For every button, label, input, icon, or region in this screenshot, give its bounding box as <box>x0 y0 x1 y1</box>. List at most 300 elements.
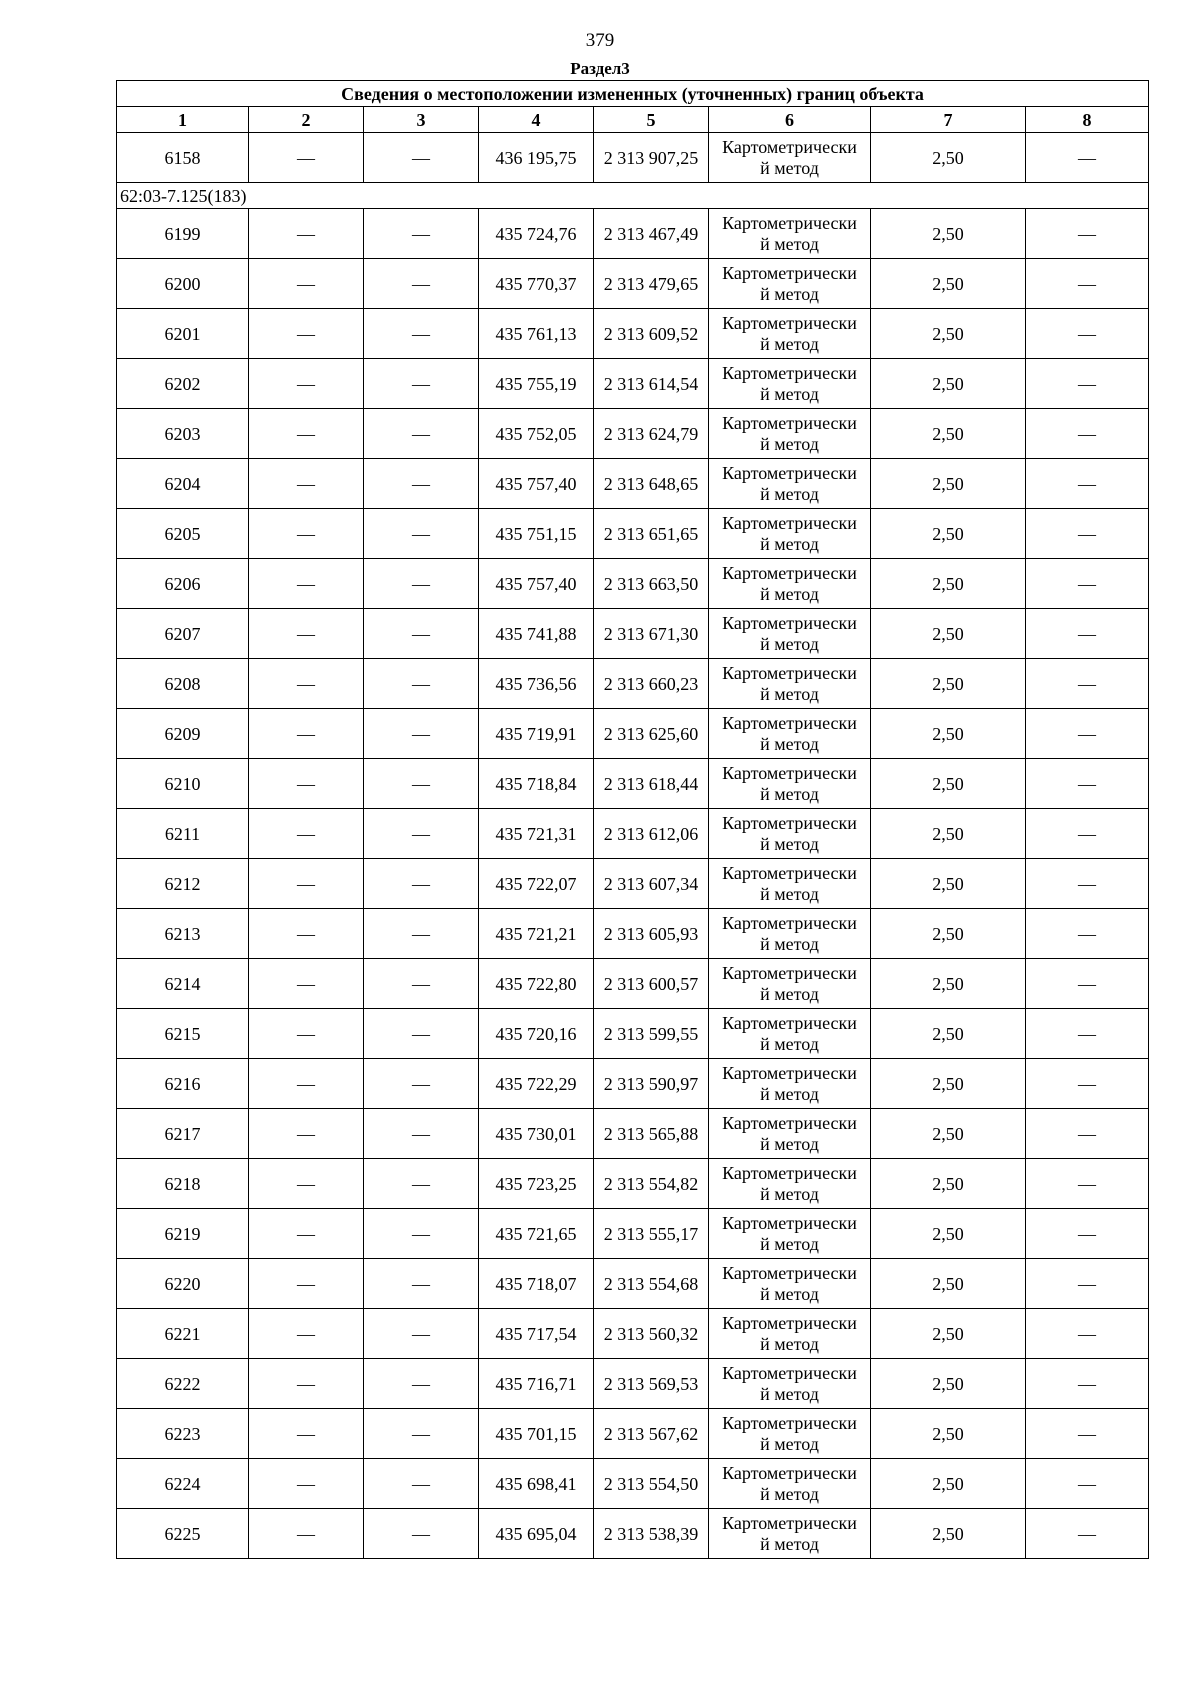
coordinate-y-cell: 2 313 648,65 <box>594 459 709 509</box>
point-id-cell: 6221 <box>117 1309 249 1359</box>
method-line: й метод <box>760 1033 819 1054</box>
table-row <box>117 659 1149 709</box>
accuracy-cell: 2,50 <box>871 1209 1026 1259</box>
coordinate-y-cell: 2 313 565,88 <box>594 1109 709 1159</box>
accuracy-cell: 2,50 <box>871 459 1026 509</box>
coordinate-x-cell: 435 719,91 <box>479 709 594 759</box>
empty-value-cell: — <box>1026 359 1149 409</box>
point-id-cell: 6220 <box>117 1259 249 1309</box>
method-line: Картометрически <box>722 1012 857 1033</box>
method-cell <box>709 459 871 509</box>
method-cell <box>709 759 871 809</box>
empty-value-cell: — <box>364 509 479 559</box>
method-cell <box>709 133 871 183</box>
boundary-coordinates-table <box>116 80 1149 1559</box>
column-header: 5 <box>594 107 709 133</box>
accuracy-cell: 2,50 <box>871 1109 1026 1159</box>
method-line: Картометрически <box>722 1312 857 1333</box>
accuracy-cell: 2,50 <box>871 1359 1026 1409</box>
method-line: Картометрически <box>722 712 857 733</box>
point-id-cell: 6212 <box>117 859 249 909</box>
coordinate-y-cell: 2 313 560,32 <box>594 1309 709 1359</box>
method-cell <box>709 709 871 759</box>
column-header: 6 <box>709 107 871 133</box>
method-cell <box>709 1259 871 1309</box>
coordinate-y-cell: 2 313 660,23 <box>594 659 709 709</box>
table-row <box>117 409 1149 459</box>
coordinate-y-cell: 2 313 554,68 <box>594 1259 709 1309</box>
coordinate-x-cell: 435 757,40 <box>479 459 594 509</box>
method-cell <box>709 1209 871 1259</box>
empty-value-cell: — <box>249 509 364 559</box>
empty-value-cell: — <box>364 309 479 359</box>
coordinate-x-cell: 436 195,75 <box>479 133 594 183</box>
coordinate-x-cell: 435 718,07 <box>479 1259 594 1309</box>
empty-value-cell: — <box>364 259 479 309</box>
empty-value-cell: — <box>364 1359 479 1409</box>
method-line: Картометрически <box>722 812 857 833</box>
method-line: Картометрически <box>722 462 857 483</box>
method-line: Картометрически <box>722 1512 857 1533</box>
method-line: й метод <box>760 683 819 704</box>
table-row <box>117 609 1149 659</box>
coordinate-x-cell: 435 721,21 <box>479 909 594 959</box>
accuracy-cell: 2,50 <box>871 809 1026 859</box>
empty-value-cell: — <box>364 859 479 909</box>
table-row <box>117 1409 1149 1459</box>
method-line: й метод <box>760 1383 819 1404</box>
method-cell <box>709 609 871 659</box>
empty-value-cell: — <box>364 809 479 859</box>
method-line: Картометрически <box>722 262 857 283</box>
coordinate-x-cell: 435 730,01 <box>479 1109 594 1159</box>
method-line: Картометрически <box>722 912 857 933</box>
empty-value-cell: — <box>364 759 479 809</box>
table-row <box>117 259 1149 309</box>
empty-value-cell: — <box>249 259 364 309</box>
method-cell <box>709 1459 871 1509</box>
empty-value-cell: — <box>249 1309 364 1359</box>
accuracy-cell: 2,50 <box>871 359 1026 409</box>
method-line: Картометрически <box>722 1262 857 1283</box>
empty-value-cell: — <box>249 209 364 259</box>
coordinate-y-cell: 2 313 555,17 <box>594 1209 709 1259</box>
point-id-cell: 6224 <box>117 1459 249 1509</box>
empty-value-cell: — <box>1026 309 1149 359</box>
empty-value-cell: — <box>364 959 479 1009</box>
point-id-cell: 6202 <box>117 359 249 409</box>
accuracy-cell: 2,50 <box>871 659 1026 709</box>
method-cell <box>709 559 871 609</box>
coordinate-y-cell: 2 313 651,65 <box>594 509 709 559</box>
accuracy-cell: 2,50 <box>871 1259 1026 1309</box>
point-id-cell: 6219 <box>117 1209 249 1259</box>
empty-value-cell: — <box>249 809 364 859</box>
point-id-cell: 6199 <box>117 209 249 259</box>
table-row <box>117 909 1149 959</box>
empty-value-cell: — <box>1026 909 1149 959</box>
empty-value-cell: — <box>1026 133 1149 183</box>
point-id-cell: 6205 <box>117 509 249 559</box>
empty-value-cell: — <box>1026 1259 1149 1309</box>
empty-value-cell: — <box>1026 209 1149 259</box>
empty-value-cell: — <box>1026 859 1149 909</box>
coordinate-y-cell: 2 313 609,52 <box>594 309 709 359</box>
method-line: й метод <box>760 233 819 254</box>
point-id-cell: 6214 <box>117 959 249 1009</box>
method-line: й метод <box>760 1183 819 1204</box>
empty-value-cell: — <box>364 709 479 759</box>
coordinate-x-cell: 435 761,13 <box>479 309 594 359</box>
empty-value-cell: — <box>249 909 364 959</box>
empty-value-cell: — <box>364 1409 479 1459</box>
coordinate-x-cell: 435 723,25 <box>479 1159 594 1209</box>
method-cell <box>709 1059 871 1109</box>
point-id-cell: 6201 <box>117 309 249 359</box>
method-line: й метод <box>760 533 819 554</box>
table-row <box>117 1059 1149 1109</box>
coordinate-x-cell: 435 716,71 <box>479 1359 594 1409</box>
method-line: й метод <box>760 633 819 654</box>
accuracy-cell: 2,50 <box>871 709 1026 759</box>
empty-value-cell: — <box>364 409 479 459</box>
point-id-cell: 6206 <box>117 559 249 609</box>
method-line: й метод <box>760 1333 819 1354</box>
coordinate-y-cell: 2 313 554,50 <box>594 1459 709 1509</box>
empty-value-cell: — <box>1026 1209 1149 1259</box>
method-cell <box>709 509 871 559</box>
method-line: й метод <box>760 783 819 804</box>
coordinate-y-cell: 2 313 663,50 <box>594 559 709 609</box>
empty-value-cell: — <box>364 1159 479 1209</box>
point-id-cell: 6210 <box>117 759 249 809</box>
coordinate-y-cell: 2 313 607,34 <box>594 859 709 909</box>
empty-value-cell: — <box>1026 759 1149 809</box>
coordinate-x-cell: 435 770,37 <box>479 259 594 309</box>
method-cell <box>709 909 871 959</box>
coordinate-y-cell: 2 313 600,57 <box>594 959 709 1009</box>
empty-value-cell: — <box>364 1309 479 1359</box>
column-header: 7 <box>871 107 1026 133</box>
empty-value-cell: — <box>249 759 364 809</box>
method-line: Картометрически <box>722 1462 857 1483</box>
method-line: Картометрически <box>722 1112 857 1133</box>
method-cell <box>709 659 871 709</box>
coordinate-x-cell: 435 751,15 <box>479 509 594 559</box>
empty-value-cell: — <box>249 1459 364 1509</box>
table-row <box>117 1109 1149 1159</box>
coordinate-x-cell: 435 722,07 <box>479 859 594 909</box>
empty-value-cell: — <box>1026 1309 1149 1359</box>
coordinate-y-cell: 2 313 612,06 <box>594 809 709 859</box>
empty-value-cell: — <box>249 609 364 659</box>
coordinate-x-cell: 435 757,40 <box>479 559 594 609</box>
point-id-cell: 6218 <box>117 1159 249 1209</box>
group-row <box>117 183 1149 209</box>
empty-value-cell: — <box>364 1459 479 1509</box>
method-line: й метод <box>760 283 819 304</box>
method-line: й метод <box>760 1283 819 1304</box>
empty-value-cell: — <box>249 133 364 183</box>
method-line: й метод <box>760 1083 819 1104</box>
table-row <box>117 759 1149 809</box>
coordinate-y-cell: 2 313 624,79 <box>594 409 709 459</box>
table-row <box>117 133 1149 183</box>
point-id-cell: 6200 <box>117 259 249 309</box>
accuracy-cell: 2,50 <box>871 609 1026 659</box>
empty-value-cell: — <box>364 659 479 709</box>
coordinate-y-cell: 2 313 614,54 <box>594 359 709 409</box>
empty-value-cell: — <box>1026 1059 1149 1109</box>
method-line: й метод <box>760 933 819 954</box>
empty-value-cell: — <box>249 1259 364 1309</box>
column-header: 4 <box>479 107 594 133</box>
empty-value-cell: — <box>1026 1509 1149 1559</box>
table-row <box>117 1159 1149 1209</box>
point-id-cell: 6215 <box>117 1009 249 1059</box>
empty-value-cell: — <box>249 859 364 909</box>
group-label: 62:03-7.125(183) <box>117 183 1149 209</box>
coordinate-x-cell: 435 695,04 <box>479 1509 594 1559</box>
accuracy-cell: 2,50 <box>871 959 1026 1009</box>
accuracy-cell: 2,50 <box>871 309 1026 359</box>
method-cell <box>709 959 871 1009</box>
column-header: 8 <box>1026 107 1149 133</box>
point-id-cell: 6223 <box>117 1409 249 1459</box>
empty-value-cell: — <box>364 1009 479 1059</box>
empty-value-cell: — <box>364 1209 479 1259</box>
empty-value-cell: — <box>249 459 364 509</box>
method-line: Картометрически <box>722 312 857 333</box>
accuracy-cell: 2,50 <box>871 409 1026 459</box>
empty-value-cell: — <box>1026 259 1149 309</box>
empty-value-cell: — <box>364 1059 479 1109</box>
empty-value-cell: — <box>364 909 479 959</box>
point-id-cell: 6158 <box>117 133 249 183</box>
coordinate-y-cell: 2 313 671,30 <box>594 609 709 659</box>
coordinate-x-cell: 435 722,29 <box>479 1059 594 1109</box>
point-id-cell: 6208 <box>117 659 249 709</box>
method-cell <box>709 1309 871 1359</box>
coordinate-x-cell: 435 720,16 <box>479 1009 594 1059</box>
column-header: 2 <box>249 107 364 133</box>
method-line: й метод <box>760 333 819 354</box>
coordinate-y-cell: 2 313 567,62 <box>594 1409 709 1459</box>
coordinate-x-cell: 435 722,80 <box>479 959 594 1009</box>
method-line: й метод <box>760 733 819 754</box>
table-row <box>117 859 1149 909</box>
method-cell <box>709 209 871 259</box>
coordinate-x-cell: 435 701,15 <box>479 1409 594 1459</box>
accuracy-cell: 2,50 <box>871 559 1026 609</box>
table-row <box>117 1459 1149 1509</box>
empty-value-cell: — <box>1026 659 1149 709</box>
method-line: Картометрически <box>722 1062 857 1083</box>
accuracy-cell: 2,50 <box>871 909 1026 959</box>
accuracy-cell: 2,50 <box>871 1009 1026 1059</box>
empty-value-cell: — <box>249 1109 364 1159</box>
method-line: й метод <box>760 883 819 904</box>
table-row <box>117 209 1149 259</box>
empty-value-cell: — <box>1026 559 1149 609</box>
method-line: Картометрически <box>722 662 857 683</box>
page-number: 379 <box>585 30 615 51</box>
empty-value-cell: — <box>249 359 364 409</box>
method-cell <box>709 1159 871 1209</box>
coordinate-y-cell: 2 313 569,53 <box>594 1359 709 1409</box>
point-id-cell: 6216 <box>117 1059 249 1109</box>
coordinate-y-cell: 2 313 467,49 <box>594 209 709 259</box>
method-cell <box>709 259 871 309</box>
column-header: 1 <box>117 107 249 133</box>
table-row <box>117 1359 1149 1409</box>
empty-value-cell: — <box>364 133 479 183</box>
empty-value-cell: — <box>249 1359 364 1409</box>
accuracy-cell: 2,50 <box>871 209 1026 259</box>
coordinate-y-cell: 2 313 479,65 <box>594 259 709 309</box>
accuracy-cell: 2,50 <box>871 1509 1026 1559</box>
table-row <box>117 1009 1149 1059</box>
empty-value-cell: — <box>249 709 364 759</box>
coordinate-y-cell: 2 313 590,97 <box>594 1059 709 1109</box>
point-id-cell: 6203 <box>117 409 249 459</box>
method-line: й метод <box>760 1133 819 1154</box>
empty-value-cell: — <box>249 1159 364 1209</box>
method-line: й метод <box>760 1483 819 1504</box>
point-id-cell: 6207 <box>117 609 249 659</box>
method-line: Картометрически <box>722 1412 857 1433</box>
coordinate-x-cell: 435 736,56 <box>479 659 594 709</box>
coordinate-y-cell: 2 313 907,25 <box>594 133 709 183</box>
table-row <box>117 509 1149 559</box>
empty-value-cell: — <box>1026 1409 1149 1459</box>
method-line: й метод <box>760 983 819 1004</box>
method-line: Картометрически <box>722 1162 857 1183</box>
method-cell <box>709 1109 871 1159</box>
point-id-cell: 6222 <box>117 1359 249 1409</box>
coordinate-x-cell: 435 724,76 <box>479 209 594 259</box>
coordinate-x-cell: 435 721,31 <box>479 809 594 859</box>
accuracy-cell: 2,50 <box>871 759 1026 809</box>
method-line: й метод <box>760 433 819 454</box>
table-row <box>117 709 1149 759</box>
coordinate-x-cell: 435 721,65 <box>479 1209 594 1259</box>
table-row <box>117 309 1149 359</box>
method-line: й метод <box>760 1233 819 1254</box>
table-title: Сведения о местоположении измененных (уточненных) границ объекта <box>117 81 1149 107</box>
accuracy-cell: 2,50 <box>871 133 1026 183</box>
empty-value-cell: — <box>1026 709 1149 759</box>
coordinate-x-cell: 435 752,05 <box>479 409 594 459</box>
table-row <box>117 809 1149 859</box>
empty-value-cell: — <box>249 1509 364 1559</box>
coordinate-x-cell: 435 741,88 <box>479 609 594 659</box>
coordinate-y-cell: 2 313 605,93 <box>594 909 709 959</box>
empty-value-cell: — <box>1026 1159 1149 1209</box>
table-row <box>117 1259 1149 1309</box>
method-line: Картометрически <box>722 412 857 433</box>
empty-value-cell: — <box>1026 509 1149 559</box>
empty-value-cell: — <box>364 209 479 259</box>
empty-value-cell: — <box>249 409 364 459</box>
empty-value-cell: — <box>1026 459 1149 509</box>
method-line: Картометрически <box>722 562 857 583</box>
empty-value-cell: — <box>1026 1009 1149 1059</box>
method-line: Картометрически <box>722 612 857 633</box>
coordinate-y-cell: 2 313 538,39 <box>594 1509 709 1559</box>
table-row <box>117 1209 1149 1259</box>
point-id-cell: 6211 <box>117 809 249 859</box>
empty-value-cell: — <box>249 659 364 709</box>
coordinate-y-cell: 2 313 625,60 <box>594 709 709 759</box>
method-line: Картометрически <box>722 512 857 533</box>
empty-value-cell: — <box>1026 809 1149 859</box>
method-line: й метод <box>760 1533 819 1554</box>
accuracy-cell: 2,50 <box>871 859 1026 909</box>
method-line: Картометрически <box>722 1362 857 1383</box>
method-cell <box>709 1409 871 1459</box>
method-line: Картометрически <box>722 1212 857 1233</box>
method-line: й метод <box>760 833 819 854</box>
empty-value-cell: — <box>1026 409 1149 459</box>
accuracy-cell: 2,50 <box>871 1459 1026 1509</box>
method-line: Картометрически <box>722 762 857 783</box>
table-row <box>117 1509 1149 1559</box>
point-id-cell: 6225 <box>117 1509 249 1559</box>
empty-value-cell: — <box>249 1009 364 1059</box>
coordinate-x-cell: 435 755,19 <box>479 359 594 409</box>
accuracy-cell: 2,50 <box>871 1159 1026 1209</box>
table-row <box>117 959 1149 1009</box>
method-line: й метод <box>760 1433 819 1454</box>
table-row <box>117 559 1149 609</box>
method-cell <box>709 1359 871 1409</box>
empty-value-cell: — <box>1026 1459 1149 1509</box>
method-cell <box>709 409 871 459</box>
accuracy-cell: 2,50 <box>871 259 1026 309</box>
method-line: Картометрически <box>722 212 857 233</box>
empty-value-cell: — <box>1026 609 1149 659</box>
accuracy-cell: 2,50 <box>871 1409 1026 1459</box>
empty-value-cell: — <box>249 1209 364 1259</box>
coordinate-y-cell: 2 313 618,44 <box>594 759 709 809</box>
point-id-cell: 6204 <box>117 459 249 509</box>
method-line: Картометрически <box>722 962 857 983</box>
point-id-cell: 6217 <box>117 1109 249 1159</box>
column-header-row <box>117 107 1149 133</box>
empty-value-cell: — <box>1026 1359 1149 1409</box>
coordinate-x-cell: 435 717,54 <box>479 1309 594 1359</box>
coordinate-x-cell: 435 718,84 <box>479 759 594 809</box>
method-cell <box>709 1009 871 1059</box>
coordinate-y-cell: 2 313 599,55 <box>594 1009 709 1059</box>
method-cell <box>709 309 871 359</box>
empty-value-cell: — <box>364 459 479 509</box>
accuracy-cell: 2,50 <box>871 509 1026 559</box>
empty-value-cell: — <box>364 1259 479 1309</box>
accuracy-cell: 2,50 <box>871 1059 1026 1109</box>
table-body <box>117 133 1149 1559</box>
empty-value-cell: — <box>249 1409 364 1459</box>
method-line: й метод <box>760 157 819 178</box>
method-line: й метод <box>760 483 819 504</box>
empty-value-cell: — <box>1026 1109 1149 1159</box>
empty-value-cell: — <box>364 1509 479 1559</box>
method-cell <box>709 809 871 859</box>
empty-value-cell: — <box>1026 959 1149 1009</box>
method-cell <box>709 359 871 409</box>
coordinate-x-cell: 435 698,41 <box>479 1459 594 1509</box>
